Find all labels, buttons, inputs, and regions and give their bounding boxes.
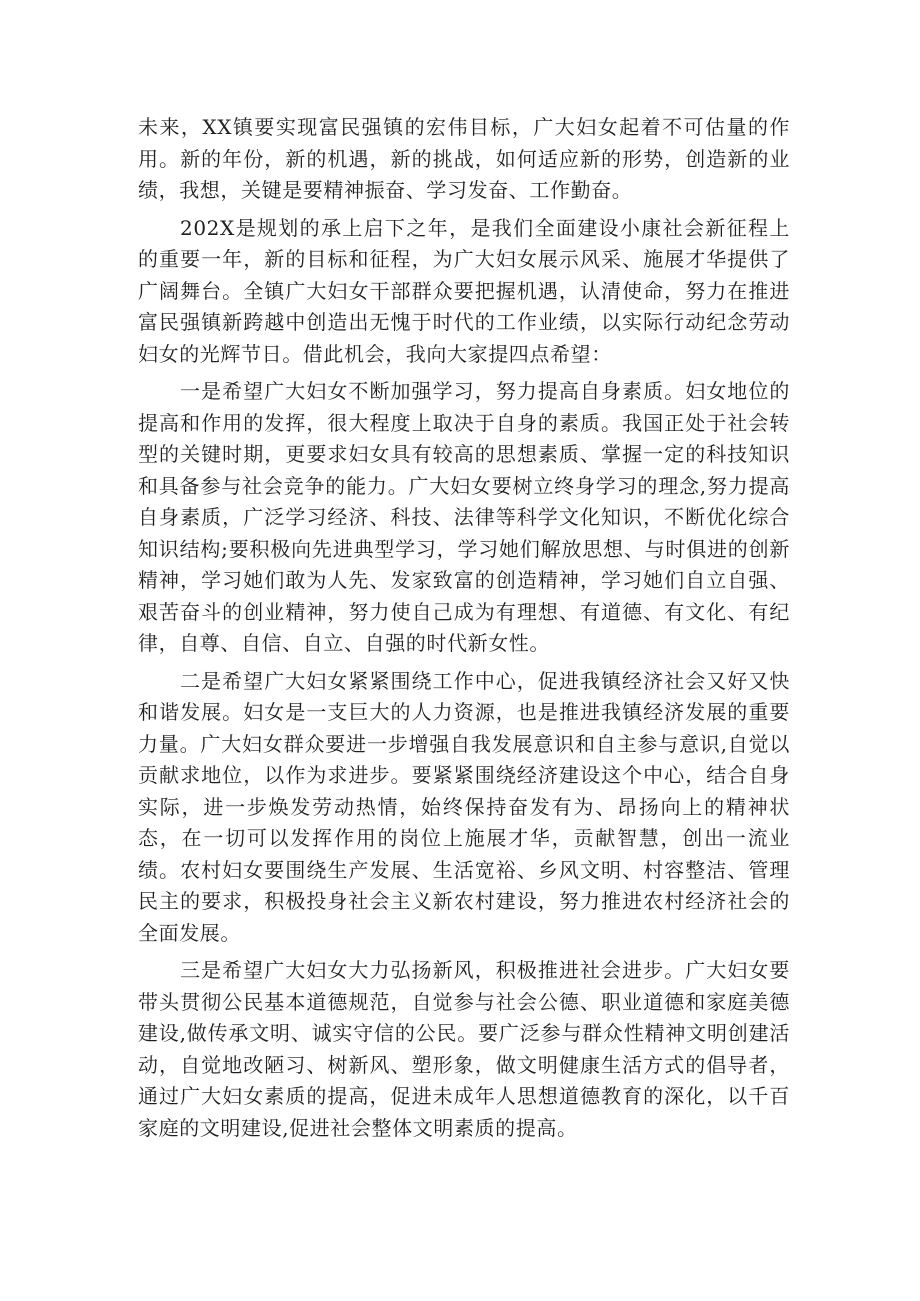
- paragraph-4: 二是希望广大妇女紧紧围绕工作中心，促进我镇经济社会又好又快和谐发展。妇女是一支巨大的人力资源，也是推进我镇经济发展的重要力量。广大妇女群众要进一步增强自我发展意识和自主参与意识,自觉以贡献求地位，以作为求进步。要紧紧围绕经济建设这个中心，结合自身实际，进一步焕发劳动热情，始终保持奋发有为、昂扬向上的精神状态，在一切可以发挥作用的岗位上施展才华，贡献智慧，创出一流业绩。农村妇女要围绕生产发展、生活宽裕、乡风文明、村容整洁、管理民主的要求，积极投身社会主义新农村建设，努力推进农村经济社会的全面发展。: [138, 668, 790, 945]
- paragraph-2: 202X是规划的承上启下之年，是我们全面建设小康社会新征程上的重要一年，新的目标和征程，为广大妇女展示风采、施展才华提供了广阔舞台。全镇广大妇女干部群众要把握机遇，认清使命，努力在推进富民强镇新跨越中创造出无愧于时代的工作业绩，以实际行动纪念劳动妇女的光辉节日。借此机会，我向大家提四点希望：: [138, 215, 790, 366]
- paragraph-5: 三是希望广大妇女大力弘扬新风，积极推进社会进步。广大妇女要带头贯彻公民基本道德规范，自觉参与社会公德、职业道德和家庭美德建设,做传承文明、诚实守信的公民。要广泛参与群众性精神文明创建活动，自觉地改陋习、树新风、塑形象，做文明健康生活方式的倡导者，通过广大妇女素质的提高，促进未成年人思想道德教育的深化，以千百家庭的文明建设,促进社会整体文明素质的提高。: [138, 958, 790, 1140]
- document-body: [138, 112, 790, 1150]
- paragraph-1: 未来，XX镇要实现富民强镇的宏伟目标，广大妇女起着不可估量的作用。新的年份，新的机遇，新的挑战，如何适应新的形势，创造新的业绩，我想，关键是要精神振奋、学习发奋、工作勤奋。: [138, 115, 790, 202]
- paragraph-3: 一是希望广大妇女不断加强学习，努力提高自身素质。妇女地位的提高和作用的发挥，很大程度上取决于自身的素质。我国正处于社会转型的关键时期，更要求妇女具有较高的思想素质、掌握一定的科技知识和具备参与社会竞争的能力。广大妇女要树立终身学习的理念,努力提高自身素质，广泛学习经济、科技、法律等科学文化知识，不断优化综合知识结构;要积极向先进典型学习，学习她们解放思想、与时俱进的创新精神，学习她们敢为人先、发家致富的创造精神，学习她们自立自强、艰苦奋斗的创业精神，努力使自己成为有理想、有道德、有文化、有纪律，自尊、自信、自立、自强的时代新女性。: [138, 379, 790, 655]
